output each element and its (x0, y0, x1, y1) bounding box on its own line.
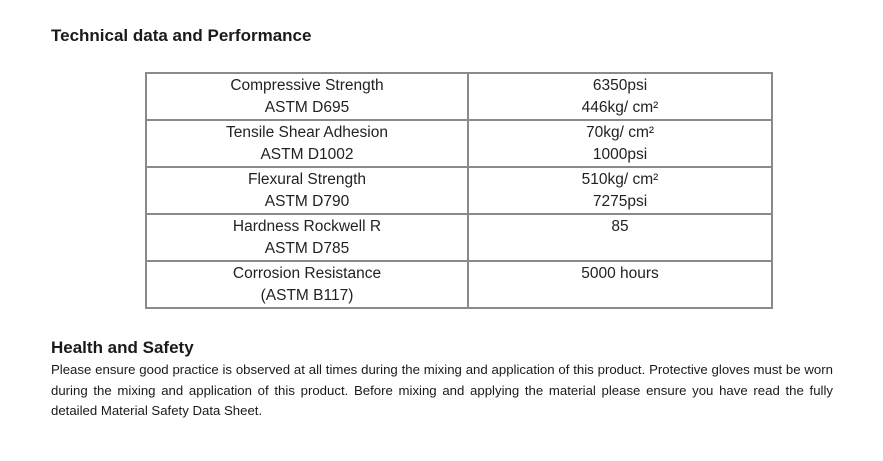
property-cell (146, 261, 468, 308)
property-cell (146, 167, 468, 214)
table-row (146, 120, 772, 167)
test-standard: ASTM D1002 (260, 146, 354, 163)
test-standard: ASTM D785 (264, 240, 350, 257)
value-cell (468, 167, 772, 214)
table-row (146, 214, 772, 261)
value-cell (468, 120, 772, 167)
value-primary: 5000 hours (581, 265, 659, 282)
property-name: Hardness Rockwell R (232, 218, 382, 235)
property-name: Compressive Strength (230, 77, 384, 94)
value-cell (468, 261, 772, 308)
property-cell (146, 214, 468, 261)
technical-data-table (145, 72, 773, 309)
property-name: Flexural Strength (247, 171, 367, 188)
value-cell (468, 214, 772, 261)
value-primary: 6350psi (592, 77, 648, 94)
test-standard: ASTM D695 (264, 99, 350, 116)
property-cell (146, 73, 468, 120)
value-secondary: 446kg/ cm² (581, 99, 659, 116)
value-cell (468, 73, 772, 120)
health-safety-heading: Health and Safety (51, 338, 194, 357)
table-row (146, 167, 772, 214)
property-cell (146, 120, 468, 167)
technical-data-heading: Technical data and Performance (51, 26, 312, 45)
property-name: Tensile Shear Adhesion (225, 124, 388, 141)
table-row (146, 73, 772, 120)
health-safety-text: Please ensure good practice is observed at all times during the mixing and application of this product. Protective gloves must be worn during the mixing and application of this product. Before mixing and applying the material please ensure you have read the fully detailed Material Safety Data Sheet. (51, 362, 833, 418)
value-secondary: 1000psi (592, 146, 648, 163)
test-standard: (ASTM B117) (260, 287, 354, 304)
value-primary: 70kg/ cm² (585, 124, 655, 141)
test-standard: ASTM D790 (264, 193, 350, 210)
table-row (146, 261, 772, 308)
value-primary: 510kg/ cm² (581, 171, 659, 188)
value-secondary: 7275psi (592, 193, 648, 210)
value-primary: 85 (611, 218, 629, 235)
property-name: Corrosion Resistance (232, 265, 382, 282)
